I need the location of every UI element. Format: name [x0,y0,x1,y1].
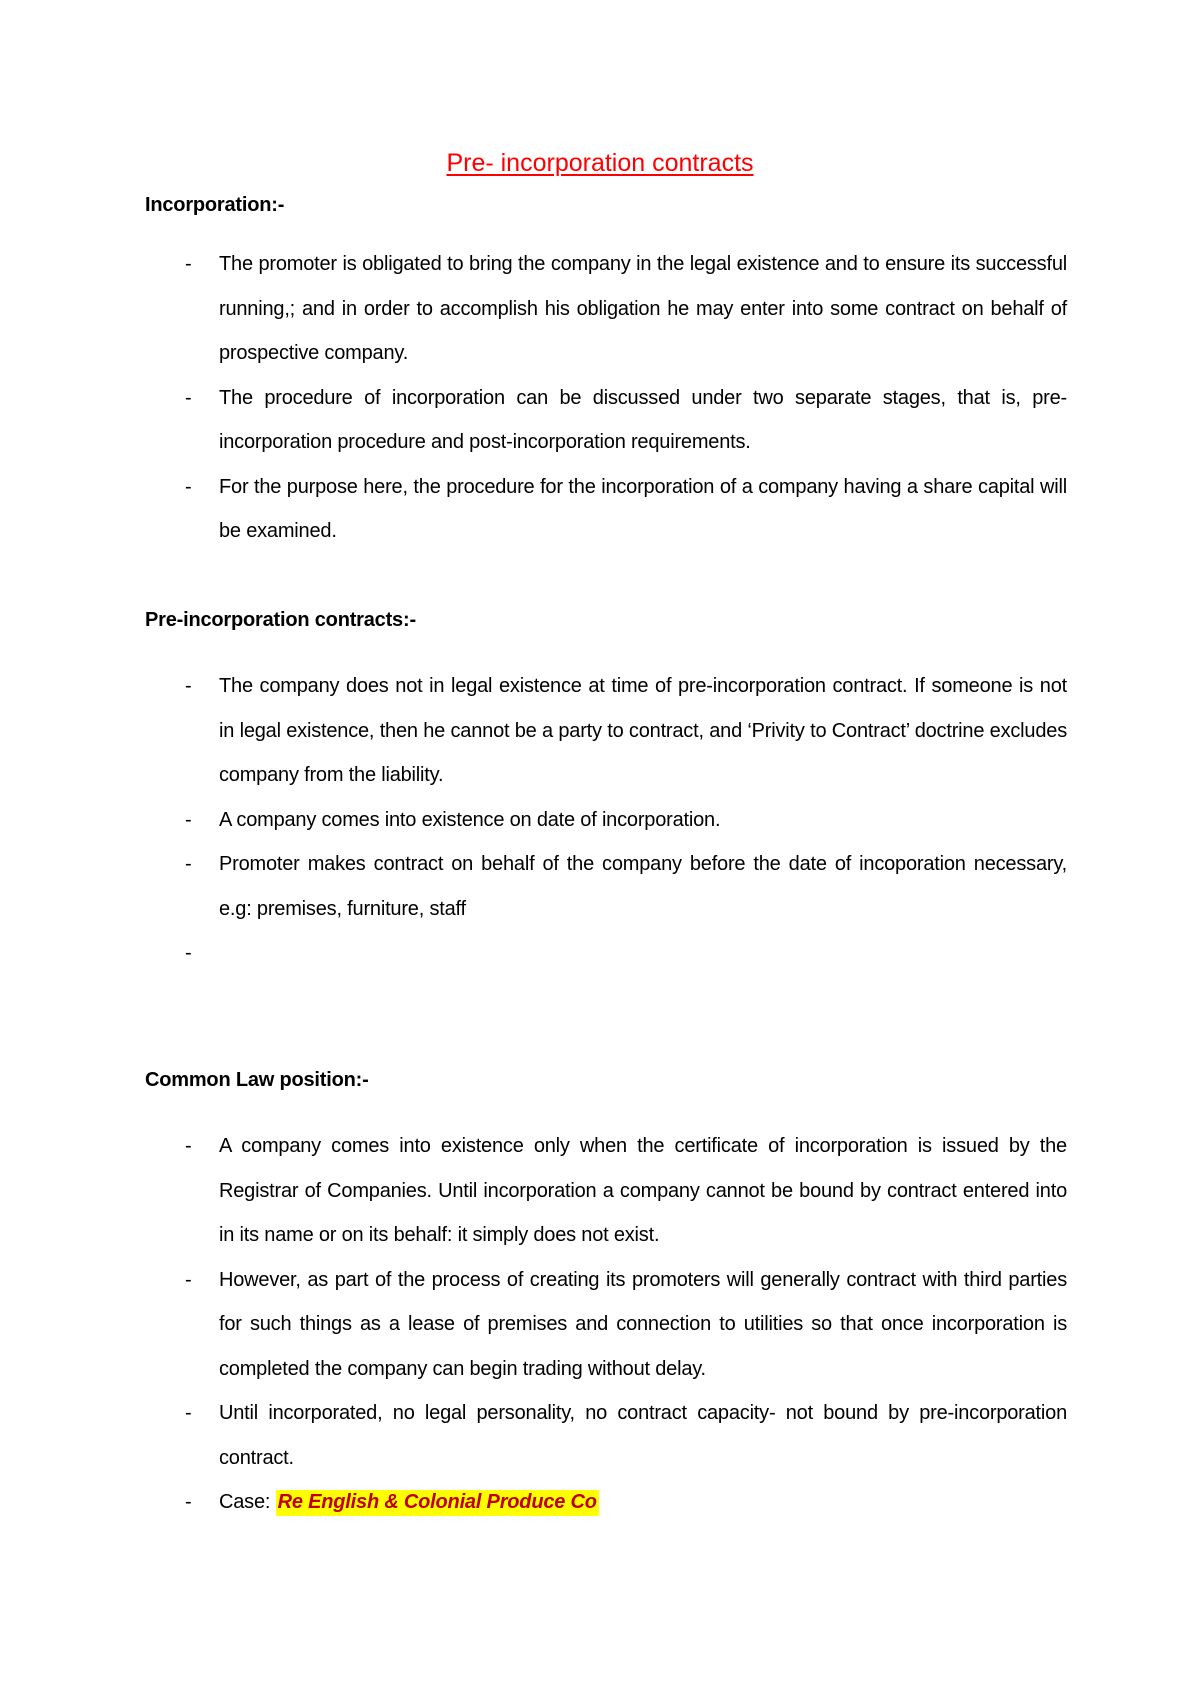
bullet-dash: - [185,1268,192,1291]
list-item-text: Promoter makes contract on behalf of the company before the date of incoporation necessary, e.g: premises, furniture, staff [219,853,1067,920]
pre-incorporation-list [145,664,1067,976]
bullet-dash: - [185,253,192,275]
bullet-dash: - [185,1491,192,1513]
list-item-text: The promoter is obligated to bring the company in the legal existence and to ensure its successful running,; and in order to accomplish his obligation he may enter into some contract on behalf of prospective company. [219,253,1067,364]
list-item-text: The procedure of incorporation can be discussed under two separate stages, that is, pre-incorporation procedure and post-incorporation requirements. [219,386,1067,453]
case-name-highlight: Re English & Colonial Produce Co [276,1490,599,1516]
list-item [145,465,1067,554]
list-item [145,842,1067,931]
section-heading-incorporation: Incorporation:- [145,194,285,216]
case-prefix: Case: [219,1491,276,1513]
bullet-dash: - [185,853,192,875]
page-title: Pre- incorporation contracts [446,149,754,177]
bullet-dash: - [185,675,192,697]
section-heading-common-law: Common Law position:- [145,1069,369,1091]
common-law-list [145,1124,1067,1525]
list-item [145,376,1067,465]
list-item-text: Until incorporated, no legal personality, no contract capacity- not bound by pre-incorporation contract. [219,1402,1067,1469]
list-item [145,1258,1067,1392]
list-item [145,242,1067,376]
bullet-dash: - [185,808,192,831]
list-item [145,1391,1067,1480]
section-heading-pre-incorporation: Pre-incorporation contracts:- [145,609,416,631]
list-item [145,664,1067,798]
list-item-case [145,1480,1067,1525]
bullet-dash: - [185,1135,192,1157]
list-item-text: A company comes into existence only when the certificate of incorporation is issued by the Registrar of Companies. Until incorporation a company cannot be bound by contract entered into in its name or on its behalf: it simply does not exist. [219,1135,1067,1246]
bullet-dash: - [185,475,192,498]
list-item-empty [145,931,1067,976]
list-item-text: The company does not in legal existence at time of pre-incorporation contract. If someone is not in legal existence, then he cannot be a party to contract, and ‘Privity to Contract’ doctrine excludes company from the liability. [219,675,1067,786]
bullet-dash: - [185,1402,192,1424]
list-item-text: For the purpose here, the procedure for the incorporation of a company having a share capital will be examined. [219,475,1067,542]
incorporation-list [145,242,1067,554]
list-item-text: However, as part of the process of creating its promoters will generally contract with third parties for such things as a lease of premises and connection to utilities so that once incorporation is completed the company can begin trading without delay. [219,1268,1067,1380]
list-item-text: A company comes into existence on date of incorporation. [219,808,721,831]
bullet-dash: - [185,942,192,964]
list-item [145,798,1067,843]
list-item [145,1124,1067,1258]
bullet-dash: - [185,386,192,409]
